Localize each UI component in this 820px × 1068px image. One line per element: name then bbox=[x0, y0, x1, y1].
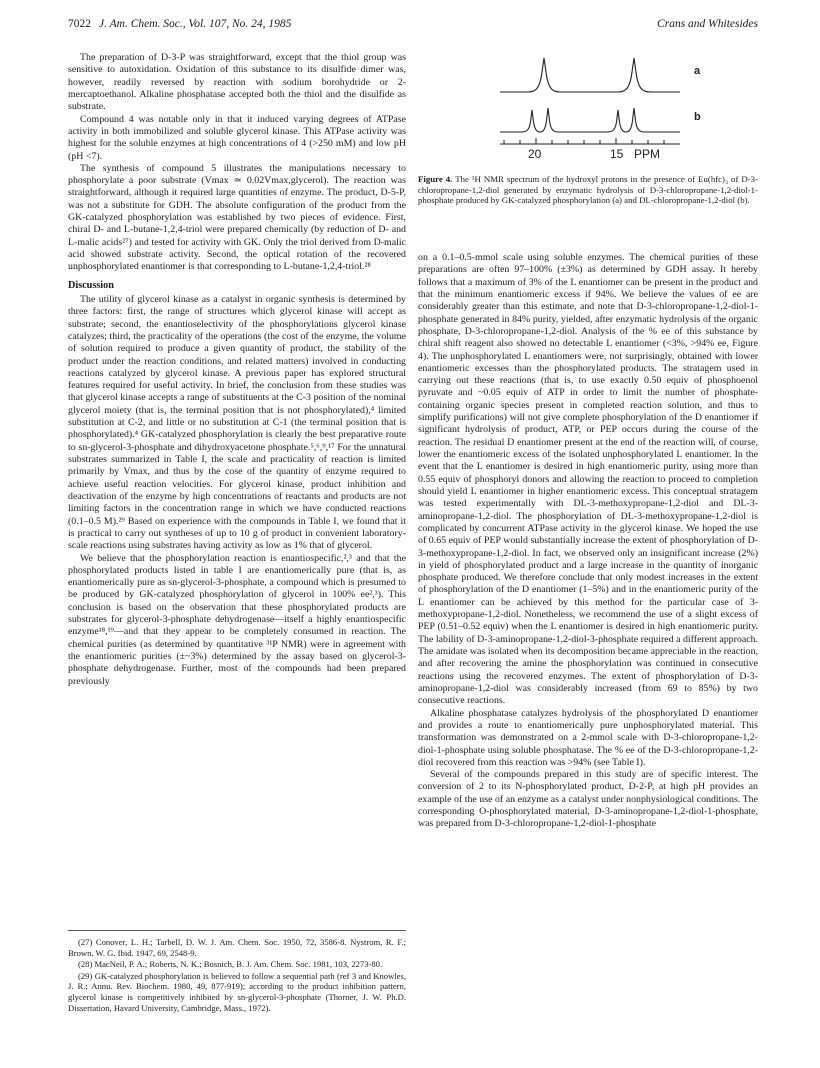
trace-a-label: a bbox=[694, 65, 701, 77]
paragraph: on a 0.1–0.5-mmol scale using soluble enzymes. The chemical purities of these preparations are often 97–100% (±3%) as determined by GDH assay. It hereby follows that a maximum of 3% of the L enantiomer can be present in the product and that the minimum enantiomeric excess if 94%. We believe the values of ee are considerably greater than this estimate, and note that D-3-chloropropane-1,2-diol-1-phosphate generated in 84% purity, yielded, after enzymatic hydrolysis of the organic phosphate, D-3-chloropropane-1,2-diol. Analysis of the % ee of this substance by chiral shift reagent also showed no detectable L enantiomer (<3%, >94% ee, Figure 4). The unphosphorylated L enantiomers were, not surprisingly, obtained with lower enantiomeric excesses than the phosphorylated products. The stratagem used in carrying out these reactions (that is, to use exactly 0.50 equiv of phosphoenol pyruvate and ~0.05 equiv of ATP in order to limit the number of phosphate-containing organic species present in completed reaction solution, and thus to simplify purifications) will not give complete phosphorylation of the D enantiomer if significant hydrolysis of product, ATP, or PEP occurs during the course of the reaction. The residual D enantiomer present at the end of the reaction will, of course, lower the enantiomeric excess of the isolated unphosphorylated L enantiomer. In the event that the L enantiomer is desired in high enantiomeric purity, using more than 0.55 equiv of phosphoryl donors and allowing the reaction to proceed to completion should yield L enantiomer in higher enantiomeric excess. This conceptual stratagem was tested experimentally with DL-3-methoxypropane-1,2-diol and DL-3-aminopropane-1,2-diol. The phosphorylation of DL-3-methoxypropane-1,2-diol is complicated by concurrent ATPase activity in the glycerol kinase. We hoped the use of 0.65 equiv of PEP would substantially increase the extent of phosphorylation of D-3-methoxypropane-1,2-diol. In fact, we observed only an insignificant increase (2%) in yield of phosphorylated product and a large increase in the quantity of inorganic phosphate produced. We therefore conclude that only modest increases in the extent of phosphorylation of the D enantiomer (1–5%) and in the enantiomeric purity of the L enantiomer can be achieved by this method for the particular case of 3-methoxypropane-1,2-diol. Nonetheless, we recommend the use of a slight excess of PEP (0.51–0.52 equiv) when the L enantiomer is desired in high enantiomeric purity. The lability of D-3-aminopropane-1,2-diol-3-phosphate required a different approach. The amidate was isolated when its decomposition became appreciable in the reaction, and after recovering the amine the phosphorylation was continued in consecutive reactions using the recovered enzymes. The extent of phosphorylation of D-3-aminopropane-1,2-diol was considerably increased (from 69 to 85%) by two consecutive reactions. bbox=[418, 252, 758, 707]
section-heading: Discussion bbox=[68, 279, 114, 291]
footnote: (28) MacNeil, P. A.; Roberts, N. K.; Bosnich, B. J. Am. Chem. Soc. 1981, 103, 2273-80. bbox=[78, 959, 383, 970]
paragraph: We believe that the phosphorylation reaction is enantiospecific,²,³ and that the phosphorylated products listed in table I are enantiomerically pure (that is, as enantiomerically pure as sn-glycerol-3-phosphate, a compound which is presumed to be produced by GK-catalyzed phosphorylation of glycerol in 100% ee²,³). This conclusion is based on the observation that these phosphorylated products are substrates for glycerol-3-phosphate dehydrogenase—itself a highly enantiospecific enzyme¹⁸,¹⁹—and that they appear to be completely consumed in reaction. The chemical purities (as determined by quantitative ³¹P NMR) were in agreement with the enantiomeric purities (±~3%) determined by the assay based on glycerol-3-phosphate dehydrogenase. Further, most of the compounds had been prepared previously bbox=[68, 552, 406, 687]
trace-a bbox=[500, 58, 680, 92]
paragraph: Alkaline phosphatase catalyzes hydrolysis of the phosphorylated D enantiomer and provides a route to enantiomerically pure unphosphorylated material. This transformation was demonstrated on a 2-mmol scale with D-3-chloropropane-1,2-diol-1-phosphate using soluble phosphatase. The % ee of the D-3-chloropropane-1,2-diol recovered from this reaction was >94% (see Table I). bbox=[418, 707, 758, 768]
page-header bbox=[68, 18, 758, 34]
right-column bbox=[418, 252, 758, 831]
tick-label-20: 20 bbox=[528, 147, 542, 161]
running-authors: Crans and Whitesides bbox=[657, 18, 758, 30]
trace-b-label: b bbox=[694, 111, 701, 123]
tick-label-15: 15 bbox=[610, 147, 624, 161]
footnote: (27) Conover, L. H.; Tarbell, D. W. J. Am. Chem. Soc. 1950, 72, 3586-8. Nystrom, R. F.; Brown, W. G. Ibid. 1947, 69, 2548-9. bbox=[68, 937, 406, 958]
nmr-spectrum bbox=[418, 52, 758, 172]
left-column bbox=[68, 52, 406, 688]
paragraph: Compound 4 was notable only in that it induced varying degrees of ATPase activity in both immobilized and soluble glycerol kinase. This ATPase activity was highest for the soluble enzymes at high concentrations of 4 (>250 mM) and low pH (pH <7). bbox=[68, 113, 406, 162]
paragraph: Several of the compounds prepared in this study are of specific interest. The conversion of 2 to its N-phosphorylated product, D-2-P, at high pH provides an example of the use of an enzyme as a catalyst under nonphysiological conditions. The corresponding O-phosphorylated material, D-3-aminopropane-1,2-diol-1-phosphate, was prepared from D-3-chloropropane-1,2-diol-1-phosphate bbox=[418, 769, 758, 830]
footnote: (29) GK-catalyzed phosphorylation is believed to follow a sequential path (ref 3 and Knowles, J. R.; Annu. Rev. Biochem. 1980, 49, 877-919); according to the product inhibition pattern, glycerol kinase is competitively inhibited by sn-glycerol-3-phosphate (Thorner, J. W. Ph.D. Dissertation, Havard University, Cambridge, Mass., 1972). bbox=[68, 970, 406, 1013]
paragraph: The preparation of D-3-P was straightforward, except that the thiol group was sensitive to autoxidation. Oxidation of this substance to its disulfide dimer was, however, readily reversed by reaction with sodium borohydride or 2-mercaptoethanol. Alkaline phosphatase accepted both the thiol and the disulfide as substrate. bbox=[68, 52, 406, 113]
caption-label: Figure 4. bbox=[418, 174, 453, 184]
figure-caption bbox=[418, 174, 758, 206]
paragraph: The utility of glycerol kinase as a catalyst in organic synthesis is determined by three factors: first, the range of structures which glycerol kinase will accept as substrate; second, the enantioselectivity of the phosphorylations glycerol kinase catalyzes; third, the practicality of the operations (the cost of the enzyme, the volume of solution required to produce a given quantity of product, the stability of the product under the reaction conditions, and related matters) involved in conducting reactions catalyzed by glycerol kinase. A previous paper has explored structural features required for useful activity. In brief, the conclusion from these studies was that glycerol kinase accepts a range of substituents at the C-3 position of the nominal glycerol moiety (that is, the terminal position that is not phosphorylated),⁴ limited substitution at C-2, and little or no substitution at C-1 (the terminal position that is phosphorylated).⁴ GK-catalyzed phosphorylation is clearly the best preparative route to sn-glycerol-3-phosphate and dihydroxyacetone phosphate.⁵,⁶,⁹,¹⁷ For the unnatural substrates summarized in Table I, the scale and practicality of reaction is limited primarily by Vmax, and thus by the cose of the quantity of enzyme required to achieve useful reaction velocities. For glycerol kinase, product inhibition and deactivation of the enzyme by high concentrations of reactants and products are not limiting factors in the concentration range in which we have conducted reactions (0.1–0.5 M).²⁹ Based on experience with the compounds in Table I, we found that it is practical to carry out syntheses of up to 10 g of product in convenient laboratory-scale reactions using substrates having activity as low as 1% that of glycerol. bbox=[68, 293, 406, 552]
caption-text: The ¹H NMR spectrum of the hydroxyl protons in the presence of Eu(hfc)₃ of D-3-chloropropane-1,2-diol generated by enzymatic hydrolysis of D-3-chloropropane-1,2-diol-1-phosphate produced by GK-catalyzed phosphorylation (a) and DL-chloropropane-1,2-diol (b). bbox=[418, 174, 758, 206]
journal-citation: J. Am. Chem. Soc., Vol. 107, No. 24, 1985 bbox=[99, 18, 292, 30]
ppm-unit: PPM bbox=[634, 147, 661, 161]
page-number: 7022 bbox=[68, 18, 91, 30]
trace-b bbox=[500, 108, 680, 132]
figure-4 bbox=[418, 52, 758, 242]
axis-ticks bbox=[504, 138, 664, 144]
footnotes bbox=[68, 930, 406, 1014]
paragraph: The synthesis of compound 5 illustrates the manipulations necessary to phosphorylate a poor substrate (Vmax ≃ 0.02Vmax,glycerol). The reaction was straightforward, although it required large quantities of enzyme. The product, D-5-P, was not a substitute for GDH. The absolute configuration of the product from the GK-catalyzed phosphorylation was established by two pieces of evidence. First, chiral D- and L-butane-1,2,4-triol were prepared chemically (by reduction of D- and L-malic acids²⁷) and tested for activity with GK. Only the triol derived from D-malic acid showed substrate activity. Second, the optical rotation of the recovered unphosphorylated enantiomer is that corresponding to L-butane-1,2,4-triol.²⁸ bbox=[68, 162, 406, 273]
